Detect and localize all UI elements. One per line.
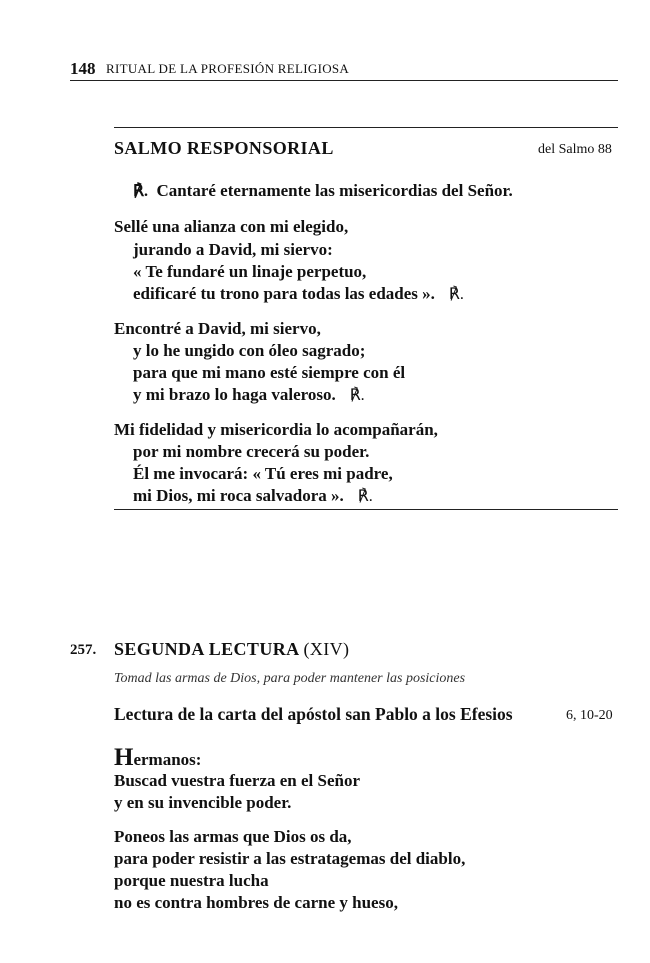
para2-line4: no es contra hombres de carne y hueso, [114, 893, 398, 912]
psalm-response [133, 181, 513, 201]
drop-cap: H [114, 744, 134, 771]
stanza3-line4-text: mi Dios, mi roca salvadora ». [133, 486, 344, 505]
reading-heading: Lectura de la carta del apóstol san Pablo a los Efesios [114, 704, 513, 724]
stanza2-line4-text: y mi brazo lo haga valeroso. [133, 385, 336, 404]
stanza2-line2: y lo he ungido con óleo sagrado; [133, 341, 366, 360]
stanza2-line3: para que mi mano esté siempre con él [133, 363, 406, 382]
reading-title-suffix: (XIV) [303, 639, 350, 659]
psalm-bottom-rule [114, 509, 618, 510]
response-symbol: ℟. [448, 286, 464, 303]
stanza1-line2: jurando a David, mi siervo: [133, 240, 333, 259]
response-symbol: ℟. [349, 387, 365, 404]
response-text: Cantaré eternamente las misericordias del Señor. [156, 181, 513, 200]
reading-title-text: SEGUNDA LECTURA [114, 639, 299, 659]
psalm-reference: del Salmo 88 [538, 142, 612, 157]
stanza1-line4-text: edificaré tu trono para todas las edades ». [133, 284, 435, 303]
para2-line2: para poder resistir a las estratagemas del diablo, [114, 849, 466, 868]
stanza2-line4 [133, 385, 365, 405]
stanza2-line1: Encontré a David, mi siervo, [114, 319, 321, 338]
stanza3-line2: por mi nombre crecerá su poder. [133, 442, 370, 461]
reading-title [114, 639, 349, 660]
reading-opening [114, 744, 201, 772]
para2-line1: Poneos las armas que Dios os da, [114, 827, 352, 846]
reading-citation: 6, 10-20 [566, 708, 613, 723]
para1-line2: y en su invencible poder. [114, 793, 292, 812]
opening-rest: ermanos: [133, 750, 202, 769]
psalm-top-rule [114, 127, 618, 128]
para2-line3: porque nuestra lucha [114, 871, 269, 890]
stanza1-line4 [133, 284, 464, 304]
page-number: 148 [70, 59, 96, 78]
running-title: RITUAL DE LA PROFESIÓN RELIGIOSA [106, 61, 350, 76]
header-rule [70, 80, 618, 81]
psalm-title: SALMO RESPONSORIAL [114, 138, 334, 158]
response-symbol: ℟. [357, 488, 373, 505]
stanza3-line3: Él me invocará: « Tú eres mi padre, [133, 464, 393, 483]
para1-line1: Buscad vuestra fuerza en el Señor [114, 771, 361, 790]
stanza1-line1: Sellé una alianza con mi elegido, [114, 217, 349, 236]
stanza3-line1: Mi fidelidad y misericordia lo acompañarán, [114, 420, 438, 439]
reading-subtitle: Tomad las armas de Dios, para poder mantener las posiciones [114, 671, 466, 686]
response-symbol: ℟. [133, 183, 148, 200]
stanza1-line3: « Te fundaré un linaje perpetuo, [133, 262, 367, 281]
reading-number: 257. [70, 642, 97, 658]
stanza3-line4 [133, 486, 373, 506]
